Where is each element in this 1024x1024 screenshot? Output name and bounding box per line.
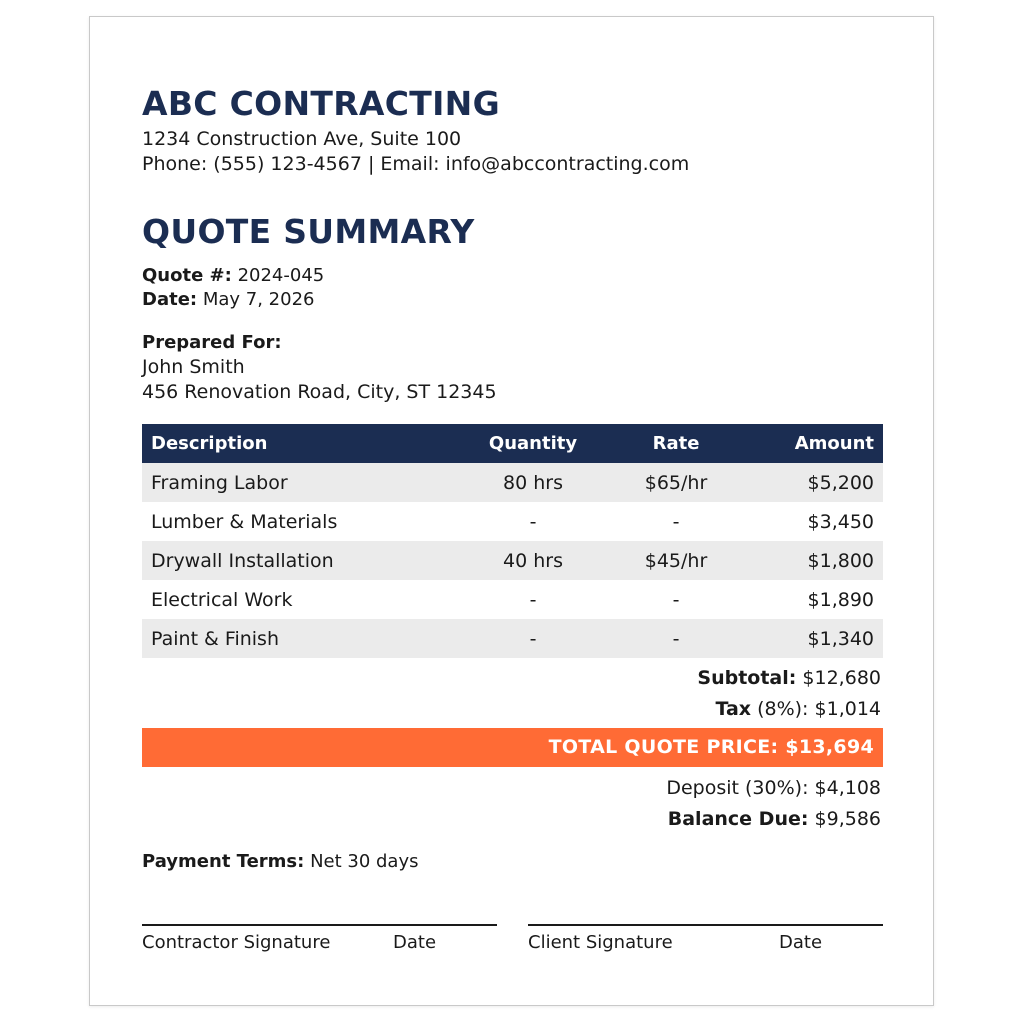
payment-terms-value: Net 30 days — [310, 851, 419, 872]
cell-quantity: - — [459, 619, 607, 658]
header-rate: Rate — [607, 424, 745, 463]
quote-document — [89, 16, 934, 1006]
cell-description: Lumber & Materials — [142, 502, 459, 541]
company-contact: Phone: (555) 123-4567 | Email: info@abccontracting.com — [142, 153, 690, 175]
quote-title: QUOTE SUMMARY — [142, 212, 475, 251]
tax-rate: (8%): — [757, 698, 809, 720]
quote-date-label: Date: — [142, 289, 198, 310]
cell-quantity: - — [459, 502, 607, 541]
cell-amount: $1,340 — [745, 619, 883, 658]
quote-date — [142, 288, 314, 312]
balance-due-line — [668, 806, 881, 832]
prepared-for-heading: Prepared For: — [142, 332, 282, 353]
table-row — [142, 619, 883, 658]
company-address: 1234 Construction Ave, Suite 100 — [142, 128, 462, 150]
cell-description: Drywall Installation — [142, 541, 459, 580]
contractor-signature-line[interactable] — [142, 924, 497, 926]
balance-label: Balance Due: — [667, 808, 809, 830]
table-row — [142, 541, 883, 580]
deposit-line: Deposit (30%): $4,108 — [666, 777, 881, 799]
subtotal-value: $12,680 — [802, 667, 881, 689]
balance-value: $9,586 — [814, 808, 881, 830]
header-quantity: Quantity — [459, 424, 607, 463]
cell-rate: - — [607, 502, 745, 541]
tax-line — [715, 696, 881, 722]
line-items-table — [142, 424, 883, 658]
cell-description: Framing Labor — [142, 463, 459, 502]
cell-rate: $45/hr — [607, 541, 745, 580]
total-quote-price: TOTAL QUOTE PRICE: $13,694 — [142, 728, 883, 767]
cell-description: Electrical Work — [142, 580, 459, 619]
cell-amount: $5,200 — [745, 463, 883, 502]
quote-date-value: May 7, 2026 — [202, 289, 315, 310]
cell-quantity: 40 hrs — [459, 541, 607, 580]
cell-rate: - — [607, 619, 745, 658]
client-date-label: Date — [779, 932, 823, 953]
client-signature-line[interactable] — [528, 924, 883, 926]
contractor-signature-label: Contractor Signature — [142, 932, 331, 953]
header-description: Description — [142, 424, 459, 463]
prepared-for-label — [142, 331, 282, 355]
cell-description: Paint & Finish — [142, 619, 459, 658]
table-row — [142, 580, 883, 619]
header-amount: Amount — [745, 424, 883, 463]
cell-quantity: 80 hrs — [459, 463, 607, 502]
payment-terms-label: Payment Terms: — [142, 851, 305, 872]
quote-number-value: 2024-045 — [237, 265, 325, 286]
cell-amount: $1,890 — [745, 580, 883, 619]
cell-amount: $3,450 — [745, 502, 883, 541]
table-row — [142, 502, 883, 541]
tax-label: Tax — [715, 698, 752, 720]
cell-quantity: - — [459, 580, 607, 619]
subtotal-label: Subtotal: — [697, 667, 797, 689]
cell-rate: - — [607, 580, 745, 619]
quote-number-label: Quote #: — [142, 265, 232, 286]
tax-value: $1,014 — [814, 698, 881, 720]
cell-rate: $65/hr — [607, 463, 745, 502]
client-name: John Smith — [142, 356, 245, 378]
cell-amount: $1,800 — [745, 541, 883, 580]
table-row — [142, 463, 883, 502]
table-header-row — [142, 424, 883, 463]
client-address: 456 Renovation Road, City, ST 12345 — [142, 381, 497, 403]
quote-number — [142, 264, 324, 288]
client-signature-label: Client Signature — [528, 932, 673, 953]
subtotal-line — [697, 665, 881, 691]
contractor-date-label: Date — [393, 932, 437, 953]
company-name: ABC CONTRACTING — [142, 84, 500, 123]
payment-terms — [142, 850, 419, 874]
